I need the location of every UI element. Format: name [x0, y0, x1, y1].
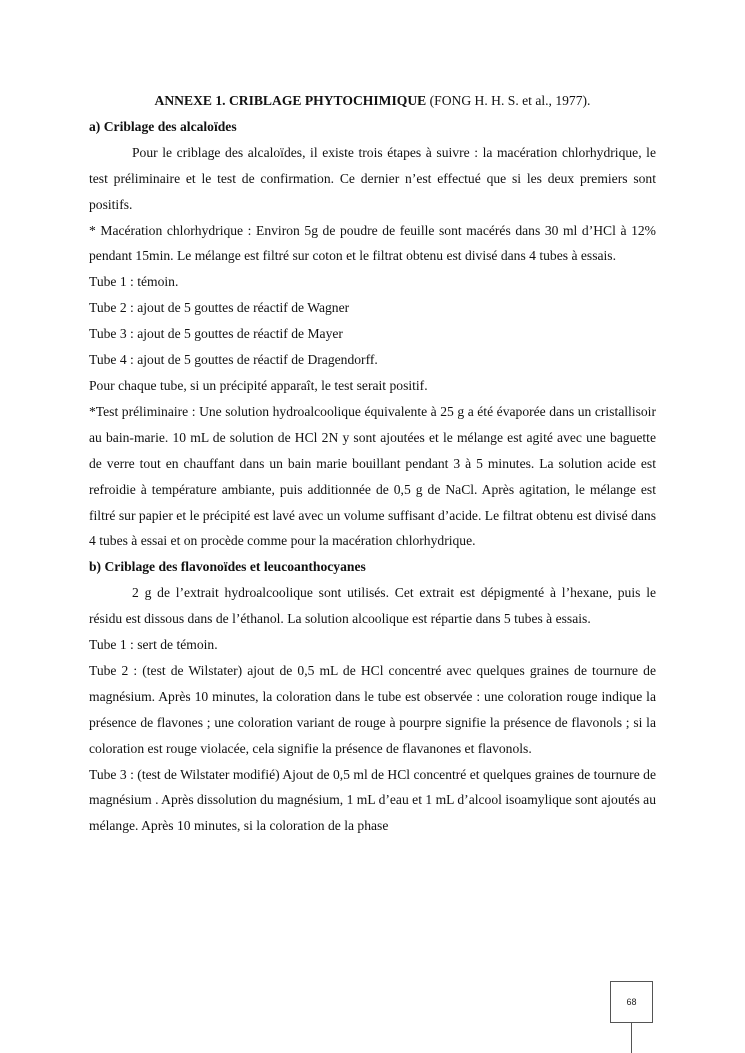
section-b-heading: b) Criblage des flavonoïdes et leucoanthocyanes: [89, 559, 366, 575]
flav-tube-3: Tube 3 : (test de Wilstater modifié) Ajout de 0,5 ml de HCl concentré et quelques graines de tournure de magnésium . Après dissolution du magnésium, 1 mL d’eau et 1 mL d’alcool isoamylique sont ajoutés au mélange. Après 10 minutes, si la coloration de la phase: [89, 766, 656, 834]
each-tube-note: Pour chaque tube, si un précipité apparaît, le test serait positif.: [89, 377, 428, 393]
annex-title-reference: (FONG H. H. S. et al., 1977).: [426, 93, 591, 108]
annex-title: [89, 88, 656, 114]
annex-title-bold: ANNEXE 1. CRIBLAGE PHYTOCHIMIQUE: [154, 93, 427, 108]
section-b-intro: 2 g de l’extrait hydroalcoolique sont utilisés. Cet extrait est dépigmenté à l’hexane, puis le résidu est dissous dans de l’éthanol. La solution alcoolique est répartie dans 5 tubes à essais.: [89, 585, 656, 627]
page-number-box: [610, 981, 653, 1023]
section-a-intro: Pour le criblage des alcaloïdes, il existe trois étapes à suivre : la macération chlorhydrique, le test préliminaire et le test de confirmation. Ce dernier n’est effectué que si les deux premiers sont positifs.: [89, 144, 656, 212]
flav-tube-1: Tube 1 : sert de témoin.: [89, 637, 218, 653]
maceration-paragraph: * Macération chlorhydrique : Environ 5g de poudre de feuille sont macérés dans 30 ml d’HCl à 12% pendant 15min. Le mélange est filtré sur coton et le filtrat obtenu est divisé dans 4 tubes à essais.: [89, 222, 656, 264]
preliminary-test-paragraph: *Test préliminaire : Une solution hydroalcoolique équivalente à 25 g a été évaporée dans un cristallisoir au bain-marie. 10 mL de solution de HCl 2N y sont ajoutées et le mélange est agité avec une baguette de verre tout en chauffant dans un bain marie bouillant pendant 3 à 5 minutes. La solution acide est refroidie à température ambiante, puis additionnée de 0,5 g de NaCl. Après agitation, le mélange est filtré sur papier et le précipité est lavé avec un volume suffisant d’acide. Le filtrat obtenu est divisé dans 4 tubes à essai et on procède comme pour la macération chlorhydrique.: [89, 403, 656, 549]
page-number-rule: [631, 1023, 632, 1053]
flav-tube-2: Tube 2 : (test de Wilstater) ajout de 0,5 mL de HCl concentré avec quelques graines de tournure de magnésium. Après 10 minutes, la coloration dans le tube est observée : une coloration rouge indique la présence de flavones ; une coloration variant de rouge à pourpre signifie la présence de flavonols ; si la coloration est rouge violacée, cela signifie la présence de flavanones et flavonols.: [89, 662, 656, 756]
alk-tube-2: Tube 2 : ajout de 5 gouttes de réactif de Wagner: [89, 300, 350, 316]
page-number: 68: [626, 997, 637, 1007]
document-body: [89, 88, 656, 839]
alk-tube-4: Tube 4 : ajout de 5 gouttes de réactif de Dragendorff.: [89, 352, 378, 368]
section-a-heading: a) Criblage des alcaloïdes: [89, 118, 237, 134]
alk-tube-1: Tube 1 : témoin.: [89, 274, 179, 290]
alk-tube-3: Tube 3 : ajout de 5 gouttes de réactif de Mayer: [89, 326, 343, 342]
